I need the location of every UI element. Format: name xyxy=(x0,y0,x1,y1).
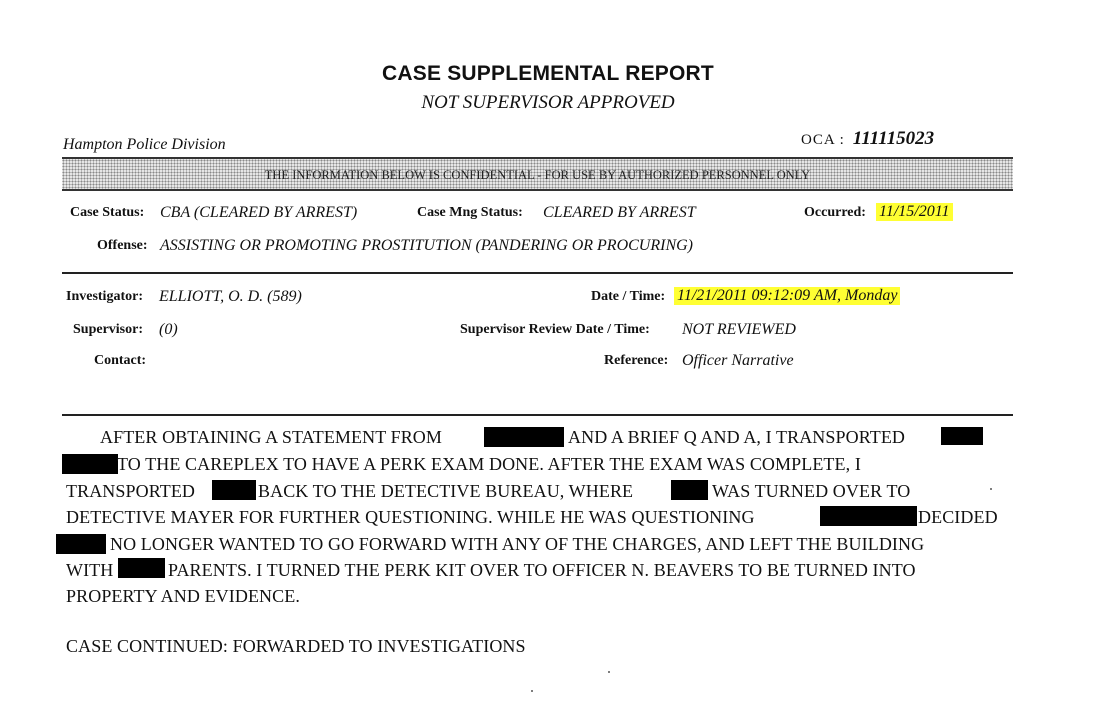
case-status-label: Case Status: xyxy=(70,205,145,220)
case-status-value: CBA (CLEARED BY ARREST) xyxy=(160,204,358,221)
redaction-box xyxy=(56,534,106,554)
oca-label: OCA : xyxy=(801,132,845,148)
narrative-line-3c: WAS TURNED OVER TO xyxy=(712,481,911,501)
narrative-line-5: NO LONGER WANTED TO GO FORWARD WITH ANY OF THE CHARGES, AND LEFT THE BUILDING xyxy=(110,534,925,554)
narrative-line-7: PROPERTY AND EVIDENCE. xyxy=(66,586,300,606)
occurred-value: 11/15/2011 xyxy=(876,203,953,221)
narrative-closing: CASE CONTINUED: FORWARDED TO INVESTIGATIONS xyxy=(66,636,526,656)
redaction-box xyxy=(484,427,564,447)
supervisor-value: (0) xyxy=(159,321,178,338)
oca-value: 111115023 xyxy=(852,128,935,149)
date-time-value: 11/21/2011 09:12:09 AM, Monday xyxy=(674,287,900,305)
narrative-line-1b: AND A BRIEF Q AND A, I TRANSPORTED xyxy=(568,427,906,447)
reference-label: Reference: xyxy=(604,353,669,368)
narrative-line-6a: WITH xyxy=(66,560,114,580)
report-subtitle: NOT SUPERVISOR APPROVED xyxy=(421,92,675,113)
case-mng-status-value: CLEARED BY ARREST xyxy=(543,204,696,221)
redaction-box xyxy=(820,506,917,526)
narrative-line-4a: DETECTIVE MAYER FOR FURTHER QUESTIONING. WHILE HE WAS QUESTIONING xyxy=(66,507,755,527)
narrative-line-2: TO THE CAREPLEX TO HAVE A PERK EXAM DONE. AFTER THE EXAM WAS COMPLETE, I xyxy=(117,454,861,474)
narrative-line-4b: DECIDED xyxy=(918,507,998,527)
narrative-line-3a: TRANSPORTED xyxy=(66,481,196,501)
narrative-line-1a: AFTER OBTAINING A STATEMENT FROM xyxy=(100,427,443,447)
redaction-box xyxy=(62,454,118,474)
section-divider xyxy=(62,272,1013,274)
redaction-box xyxy=(212,480,256,500)
supervisor-review-value: NOT REVIEWED xyxy=(682,321,796,338)
reference-value: Officer Narrative xyxy=(682,352,794,369)
confidential-text: THE INFORMATION BELOW IS CONFIDENTIAL - FOR USE BY AUTHORIZED PERSONNEL ONLY xyxy=(264,168,811,182)
oca-number xyxy=(801,128,934,150)
redaction-box xyxy=(941,427,983,445)
agency-name: Hampton Police Division xyxy=(63,136,226,153)
scan-speck xyxy=(531,690,533,692)
contact-label: Contact: xyxy=(94,353,147,368)
case-mng-status-label: Case Mng Status: xyxy=(417,205,523,220)
offense-value: ASSISTING OR PROMOTING PROSTITUTION (PANDERING OR PROCURING) xyxy=(160,237,694,254)
redaction-box xyxy=(671,480,708,500)
narrative-line-3b: BACK TO THE DETECTIVE BUREAU, WHERE xyxy=(258,481,634,501)
narrative-line-6b: PARENTS. I TURNED THE PERK KIT OVER TO OFFICER N. BEAVERS TO BE TURNED INTO xyxy=(168,560,916,580)
investigator-value: ELLIOTT, O. D. (589) xyxy=(159,288,302,305)
supervisor-review-label: Supervisor Review Date / Time: xyxy=(460,322,650,337)
scan-speck xyxy=(990,488,992,490)
occurred-label: Occurred: xyxy=(804,205,866,220)
redaction-box xyxy=(118,558,165,578)
supervisor-label: Supervisor: xyxy=(73,322,143,337)
narrative-divider xyxy=(62,414,1013,416)
report-title: CASE SUPPLEMENTAL REPORT xyxy=(382,62,714,85)
investigator-label: Investigator: xyxy=(66,289,143,304)
offense-label: Offense: xyxy=(97,238,148,253)
scan-speck xyxy=(608,671,610,673)
date-time-label: Date / Time: xyxy=(591,289,666,304)
confidential-banner xyxy=(62,157,1013,191)
